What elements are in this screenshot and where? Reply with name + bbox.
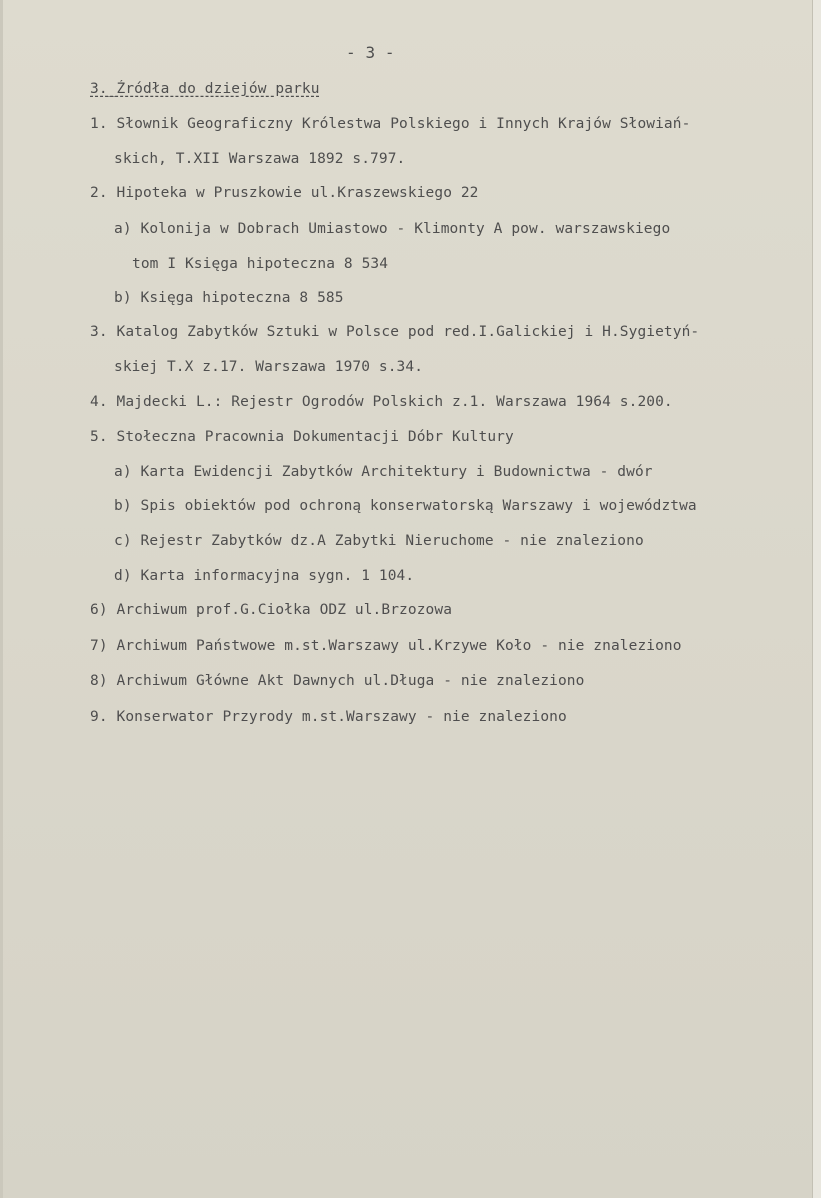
source-1-line-2: skich, T.XII Warszawa 1892 s.797.	[114, 151, 406, 167]
source-3-line-2: skiej T.X z.17. Warszawa 1970 s.34.	[114, 359, 424, 375]
source-5b: b) Spis obiektów pod ochroną konserwatorską Warszawy i województwa	[114, 498, 697, 514]
source-2: 2. Hipoteka w Pruszkowie ul.Kraszewskiego 22	[90, 185, 479, 201]
source-8: 8) Archiwum Główne Akt Dawnych ul.Długa - nie znaleziono	[90, 673, 585, 689]
source-5c: c) Rejestr Zabytków dz.A Zabytki Nieruchome - nie znaleziono	[114, 533, 644, 549]
page-number: - 3 -	[346, 43, 395, 62]
source-5a: a) Karta Ewidencji Zabytków Architektury i Budownictwa - dwór	[114, 464, 653, 480]
source-5: 5. Stołeczna Pracownia Dokumentacji Dóbr Kultury	[90, 429, 514, 445]
page-right-edge	[812, 0, 821, 1198]
source-9: 9. Konserwator Przyrody m.st.Warszawy - nie znaleziono	[90, 709, 567, 725]
section-title: 3._Źródła do dziejów parku	[90, 81, 320, 97]
source-2b: b) Księga hipoteczna 8 585	[114, 290, 344, 306]
page-left-edge	[0, 0, 3, 1198]
source-2a-line-2: tom I Księga hipoteczna 8 534	[132, 256, 389, 272]
source-4: 4. Majdecki L.: Rejestr Ogrodów Polskich z.1. Warszawa 1964 s.200.	[90, 394, 673, 410]
source-6: 6) Archiwum prof.G.Ciołka ODZ ul.Brzozowa	[90, 602, 453, 618]
source-1-line-1: 1. Słownik Geograficzny Królestwa Polskiego i Innych Krajów Słowiań-	[90, 116, 691, 132]
source-2a-line-1: a) Kolonija w Dobrach Umiastowo - Klimonty A pow. warszawskiego	[114, 221, 671, 237]
source-7: 7) Archiwum Państwowe m.st.Warszawy ul.Krzywe Koło - nie znaleziono	[90, 638, 682, 654]
source-3-line-1: 3. Katalog Zabytków Sztuki w Polsce pod red.I.Galickiej i H.Sygietyń-	[90, 324, 700, 340]
source-5d: d) Karta informacyjna sygn. 1 104.	[114, 568, 415, 584]
